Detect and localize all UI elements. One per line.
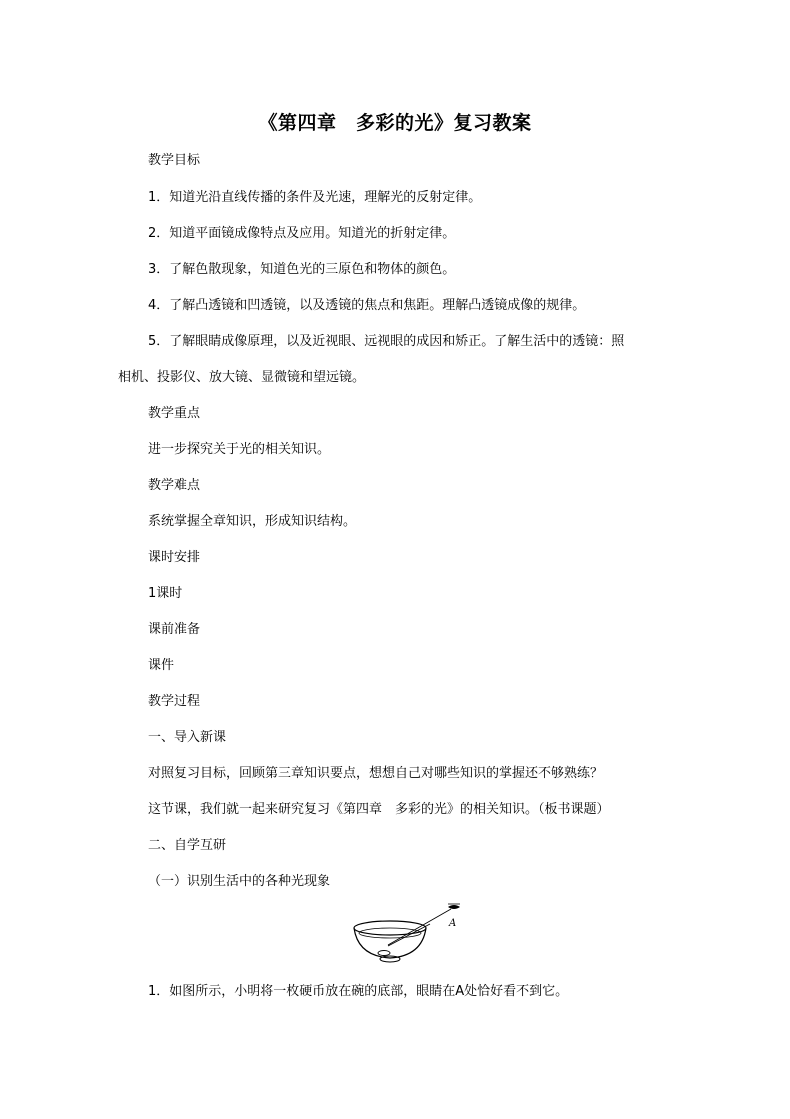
figure-label-a: A (449, 918, 457, 929)
heading-key-points: 教学重点 (148, 406, 201, 421)
heading-preparation: 课前准备 (148, 622, 201, 637)
bowl-coin-figure (350, 900, 480, 970)
eye-icon (448, 905, 460, 909)
subsection-1-heading: （一）识别生活中的各种光现象 (148, 874, 331, 889)
question-1: 1．如图所示，小明将一枚硬币放在碗的底部，眼睛在A处恰好看不到它。 (148, 984, 569, 999)
section-1-paragraph-2: 这节课，我们就一起来研究复习《第四章 多彩的光》的相关知识。（板书课题） (148, 802, 610, 817)
objective-4: 4．了解凸透镜和凹透镜，以及透镜的焦点和焦距。理解凸透镜成像的规律。 (148, 298, 586, 313)
schedule-text: 1课时 (148, 586, 183, 601)
objective-5-continued: 相机、投影仪、放大镜、显微镜和望远镜。 (118, 370, 366, 385)
section-1-paragraph-1: 对照复习目标，回顾第三章知识要点，想想自己对哪些知识的掌握还不够熟练？ (148, 766, 604, 781)
heading-schedule: 课时安排 (148, 550, 201, 565)
heading-difficulties: 教学难点 (148, 478, 201, 493)
objective-3: 3．了解色散现象，知道色光的三原色和物体的颜色。 (148, 262, 456, 277)
section-2-heading: 二、自学互研 (148, 838, 227, 853)
key-points-text: 进一步探究关于光的相关知识。 (148, 442, 331, 457)
objective-2: 2．知道平面镜成像特点及应用。知道光的折射定律。 (148, 226, 456, 241)
heading-teaching-objectives: 教学目标 (148, 153, 201, 168)
preparation-text: 课件 (148, 658, 175, 673)
section-1-heading: 一、导入新课 (148, 730, 227, 745)
difficulties-text: 系统掌握全章知识，形成知识结构。 (148, 514, 357, 529)
heading-process: 教学过程 (148, 694, 201, 709)
objective-1: 1．知道光沿直线传播的条件及光速，理解光的反射定律。 (148, 190, 482, 205)
document-title: 《第四章 多彩的光》复习教案 (258, 112, 532, 134)
objective-5: 5．了解眼睛成像原理，以及近视眼、远视眼的成因和矫正。了解生活中的透镜：照 (148, 334, 625, 349)
